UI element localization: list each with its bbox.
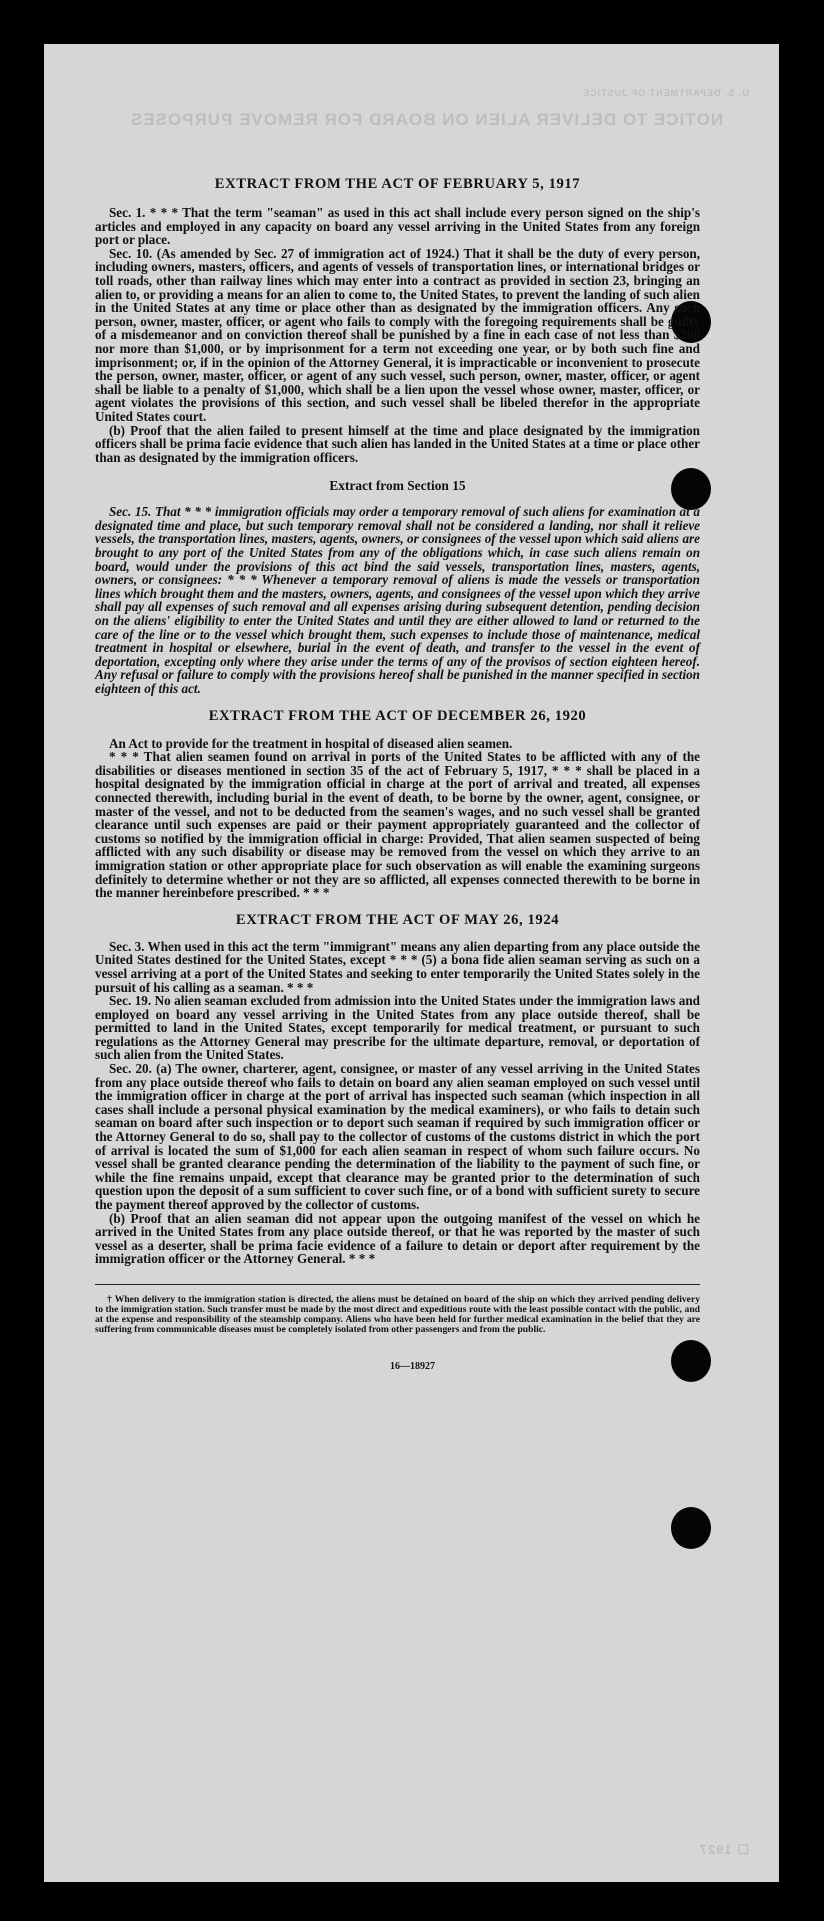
punch-hole-4 [671, 1507, 711, 1549]
section-heading-act-1920: EXTRACT FROM THE ACT OF DECEMBER 26, 1920 [208, 707, 587, 724]
paragraph-sec-20-b: (b) Proof that an alien seaman did not appear upon the outgoing manifest of the vessel on which he arrived in the United States from any place outside thereof, or that he was reported by the master of such vessel as a deserter, shall be prima facie evidence of a failure to detain or deport after requirement by the immigration officer or the Attorney General. * * * [95, 1210, 700, 1267]
paragraph-act-1920-body: * * * That alien seamen found on arrival in ports of the United States to be afflicted with any of the disabilities or diseases mentioned in section 35 of the act of February 5, 1917, * * * shall be placed in a hospital designated by the immigration official in charge at the port of arrival and treated, all expenses connected therewith, including burial in the event of death, to be borne by the owner, agent, consignee, or master of the vessel, and not to be deducted from the seamen's wages, and no such vessel shall be granted clearance until such expenses are paid or their payment appropriately guaranteed and the collector of customs so notified by the immigration official in charge: Provided, That alien seamen suspected of being afflicted with any such disability or disease may be removed from the vessel on which they arrive to an immigration station or other appropriate place for such observation as will enable the examining surgeons definitely to determine whether or not they are so afflicted, all expenses connected therewith to be borne in the manner hereinbefore prescribed. * * * [95, 749, 700, 901]
paragraph-sec-20-a: Sec. 20. (a) The owner, charterer, agent, consignee, or master of any vessel arriving in the United States from any place outside thereof who fails to detain on board any alien seaman employed on such vessel until the immigration officer in charge at the port of arrival has inspected such seaman (which inspection in all cases shall include a personal physical examination by the medical examiners), or who fails to detain such seaman on board after such inspection or to deport such seaman if required by such immigration officer or the Attorney General to do so, shall pay to the collector of customs of the customs district in which the port of arrival is located the sum of $1,000 for each alien seaman in respect of whom such failure occurs. No vessel shall be granted clearance pending the determination of the liability to the payment of such fine, or while the fine remains unpaid, except that clearance may be granted prior to the determination of such question upon the deposit of a sum sufficient to cover such fine, or of a bond with sufficient surety to secure the payment thereof approved by the collector of customs. [95, 1061, 700, 1212]
document-number: 16—18927 [390, 1361, 435, 1373]
bleed-through-stamp: ☐ 1927 [698, 1842, 749, 1857]
paragraph-sec-1: Sec. 1. * * * That the term "seaman" as used in this act shall include every person signed on the ship's articles and employed in any capacity on board any vessel arriving in the United States from any foreign port or place. [95, 205, 700, 248]
paragraph-sec-3: Sec. 3. When used in this act the term "immigrant" means any alien departing from any place outside the United States destined for the United States, except * * * (5) a bona fide alien seaman serving as such on a vessel arriving at a port of the United States and seeking to enter temporarily the United States solely in the pursuit of his calling as a seaman. * * * [95, 938, 700, 995]
section-heading-act-1924: EXTRACT FROM THE ACT OF MAY 26, 1924 [235, 911, 560, 928]
bleed-through-title: NOTICE TO DELIVER ALIEN ON BOARD FOR REMOVE PURPOSES [129, 110, 724, 129]
footnote-divider [95, 1284, 700, 1285]
paragraph-sec-10: Sec. 10. (As amended by Sec. 27 of immigration act of 1924.) That it shall be the duty of every person, including owners, masters, officers, and agents of vessels of transportation lines, or international bridges or toll roads, other than railway lines which may enter into a contract as provided in section 23, bringing an alien to, or providing a means for an alien to come to, the United States, to prevent the landing of such alien in the United States at any time or place other than as designated by the immigration officers. Any such person, owner, master, officer, or agent who fails to comply with the foregoing requirements shall be guilty of a misdemeanor and on conviction thereof shall be punished by a fine in each case of not less than $200 nor more than $1,000, or by imprisonment for a term not exceeding one year, or by both such fine and imprisonment; or, if in the opinion of the Attorney General, it is impracticable or inconvenient to prosecute the person, owner, master, officer, or agent of any such vessel, such person, owner, master, officer, or agent shall be liable to a penalty of $1,000, which shall be a lien upon the vessel whose owner, master, officer, or agent violates the provisions of this section, and such vessel shall be libeled therefor in the appropriate United States court. [95, 245, 700, 424]
section-heading-section-15: Extract from Section 15 [329, 478, 466, 494]
paragraph-sec-10-b: (b) Proof that the alien failed to present himself at the time and place designated by the immigration officers shall be prima facie evidence that such alien has landed in the United States at a time or place other than as designated by the immigration officers. [95, 422, 700, 465]
paragraph-sec-19: Sec. 19. No alien seaman excluded from admission into the United States under the immigration laws and employed on board any vessel arriving in the United States from any place outside thereof, shall be permitted to land in the United States, except temporarily for medical treatment, or pursuant to such regulations as the Attorney General may prescribe for the ultimate departure, removal, or deportation of such alien from the United States. [95, 993, 700, 1063]
paragraph-act-title-1920: An Act to provide for the treatment in hospital of diseased alien seamen. [109, 735, 513, 751]
bleed-through-header: U. S. DEPARTMENT OF JUSTICE [582, 88, 749, 98]
footnote: † When delivery to the immigration station is directed, the aliens must be detained on board of the ship on which they arrived pending delivery to the immigration station. Such transfer must be made by the most direct and expeditious route with the least possible contact with the public, and at the expense and responsibility of the steamship company. Aliens who have been held for further medical examination in the belief that they are suffering from communicable diseases must be completely isolated from other passengers and from the public. [95, 1293, 700, 1336]
paragraph-sec-15: Sec. 15. That * * * immigration officials may order a temporary removal of such aliens for examination at a designated time and place, but such temporary removal shall not be considered a landing, nor shall it relieve vessels, the transportation lines, masters, agents, owners, or consignees of the vessel upon which said aliens are brought to any port of the United States from any of the obligations which, in case such aliens remain on board, would under the provisions of this act bind the said vessels, transportation lines, masters, agents, owners, or consignees: * * * Whenever a temporary removal of aliens is made the vessels or transportation lines which brought them and the masters, owners, agents, and consignees of the vessel upon which they arrive shall pay all expenses of such removal and all expenses arising during subsequent detention, pending decision on the aliens' eligibility to enter the United States and until they are either allowed to land or returned to the care of the line or to the vessel which brought them, such expenses to include those of maintenance, medical treatment in hospital or elsewhere, burial in the event of death, and transfer to the vessel in the event of deportation, excepting only where they arise under the terms of any of the provisos of section eighteen hereof. Any refusal or failure to comply with the provisions hereof shall be punished in the manner specified in section eighteen of this act. [95, 504, 700, 696]
section-heading-act-1917: EXTRACT FROM THE ACT OF FEBRUARY 5, 1917 [214, 176, 581, 192]
document-body [95, 176, 700, 1372]
